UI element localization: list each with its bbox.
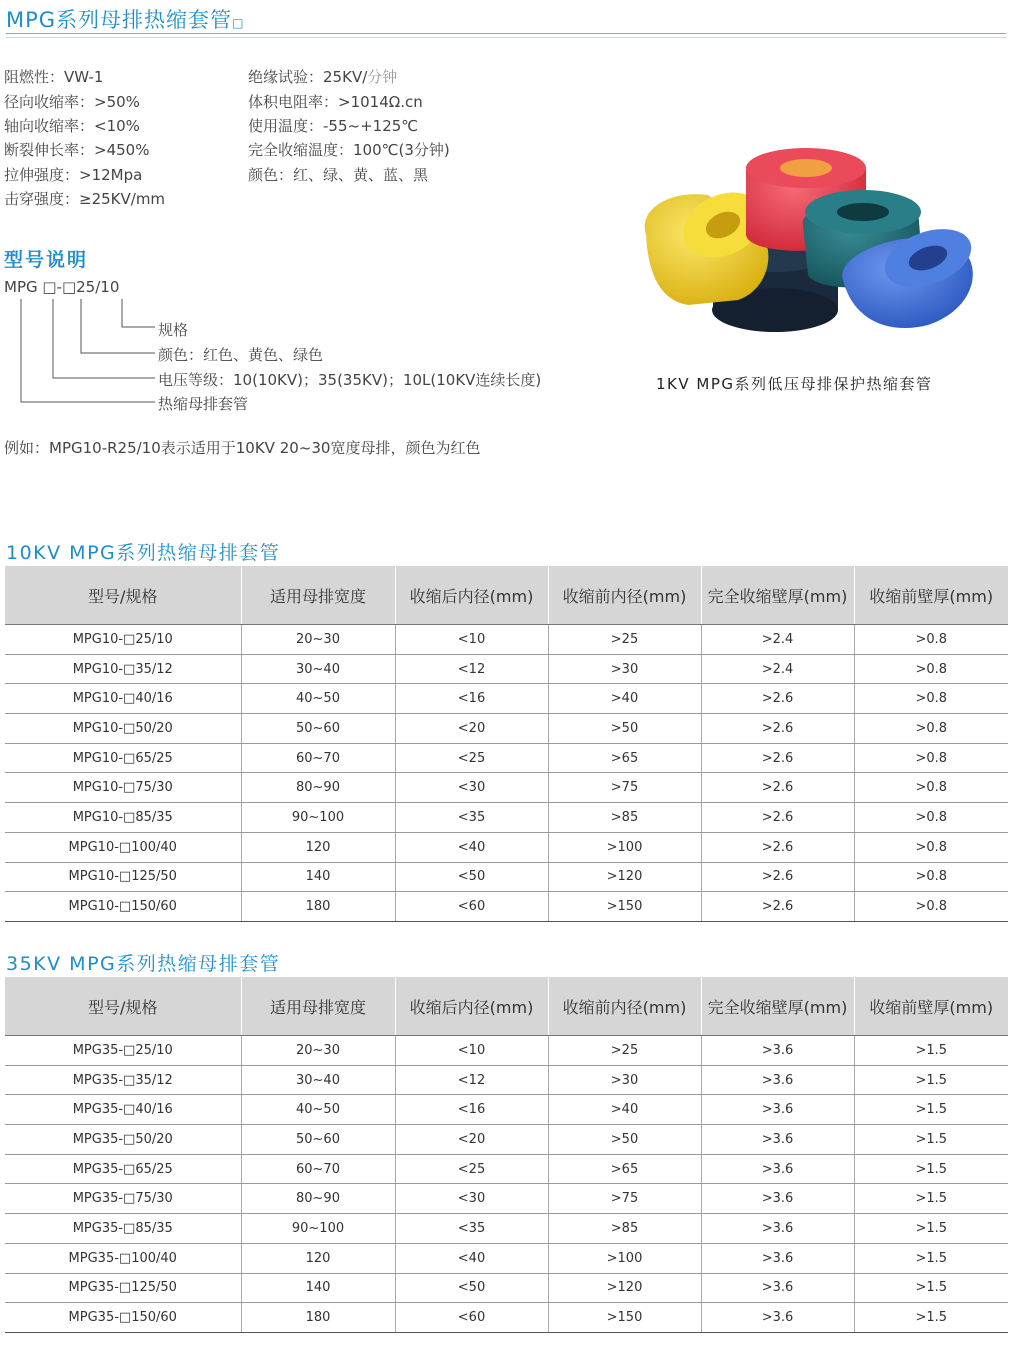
table-cell: >2.6 [701,803,854,833]
table-row [5,1095,1008,1125]
table-cell: >30 [548,654,701,684]
table-row [5,1184,1008,1214]
legend-voltage: 电压等级：10(10KV)；35(35KV)；10L(10KV连续长度) [158,371,542,389]
table-cell: >2.4 [701,654,854,684]
table-cell: MPG35-□35/12 [5,1065,241,1095]
table-cell: >3.6 [701,1125,854,1155]
table-cell: >2.6 [701,743,854,773]
column-header: 收缩前壁厚(mm) [854,566,1008,625]
table-cell: <50 [395,862,548,892]
table-cell: >2.6 [701,684,854,714]
prop-right-4: 颜色：红、绿、黄、蓝、黑 [248,166,429,184]
column-header: 完全收缩壁厚(mm) [701,977,854,1036]
table-cell: >1.5 [854,1154,1008,1184]
table-cell: MPG35-□40/16 [5,1095,241,1125]
table-cell: MPG35-□85/35 [5,1214,241,1244]
table-cell: >3.6 [701,1095,854,1125]
column-header: 收缩后内径(mm) [395,566,548,625]
table-cell: <25 [395,743,548,773]
table-row [5,832,1008,862]
table-cell: <12 [395,654,548,684]
table-cell: >0.8 [854,832,1008,862]
table-10kv [5,566,1008,922]
table-cell: 140 [241,1273,395,1303]
table-cell: >40 [548,1095,701,1125]
table-row [5,773,1008,803]
title-box-glyph: □ [232,16,245,30]
table-header [5,977,1008,1036]
table-cell: 90~100 [241,803,395,833]
table-row [5,1243,1008,1273]
table-cell: 50~60 [241,714,395,744]
table-35kv [5,977,1008,1333]
table-cell: MPG10-□85/35 [5,803,241,833]
table-cell: <30 [395,773,548,803]
table-row [5,1154,1008,1184]
table-cell: >50 [548,1125,701,1155]
table-cell: <20 [395,1125,548,1155]
table-cell: >85 [548,803,701,833]
table-row [5,684,1008,714]
table-cell: 20~30 [241,625,395,655]
table-cell: 60~70 [241,1154,395,1184]
table-cell: >2.6 [701,892,854,922]
table-cell: <10 [395,625,548,655]
table-cell: >25 [548,1036,701,1066]
table-cell: >2.6 [701,773,854,803]
table-cell: >1.5 [854,1184,1008,1214]
table-cell: >1.5 [854,1065,1008,1095]
table-cell: >0.8 [854,654,1008,684]
table-cell: MPG10-□75/30 [5,773,241,803]
column-header: 收缩后内径(mm) [395,977,548,1036]
table-cell: >0.8 [854,714,1008,744]
prop-left-1: 径向收缩率：>50% [4,93,140,111]
table-cell: >85 [548,1214,701,1244]
prop-right-0: 绝缘试验：25KV/分钟 [248,68,398,86]
table-cell: MPG10-□35/12 [5,654,241,684]
table-cell: >0.8 [854,773,1008,803]
column-header: 收缩前内径(mm) [548,977,701,1036]
table-cell: MPG35-□50/20 [5,1125,241,1155]
table-cell: >2.6 [701,832,854,862]
model-example: 例如：MPG10-R25/10表示适用于10KV 20~30宽度母排，颜色为红色 [4,439,481,457]
table-cell: MPG10-□40/16 [5,684,241,714]
column-header: 适用母排宽度 [241,977,395,1036]
table-cell: <35 [395,1214,548,1244]
table-cell: MPG35-□25/10 [5,1036,241,1066]
table-cell: >1.5 [854,1243,1008,1273]
table-cell: <10 [395,1036,548,1066]
table-row [5,625,1008,655]
table10-title: 10KV MPG系列热缩母排套管 [6,542,281,564]
table-row [5,1036,1008,1066]
table-row [5,1214,1008,1244]
column-header: 型号/规格 [5,977,241,1036]
table-cell: >1.5 [854,1214,1008,1244]
table-cell: <40 [395,1243,548,1273]
photo-caption: 1KV MPG系列低压母排保护热缩套管 [656,375,933,393]
table-cell: >3.6 [701,1184,854,1214]
table-cell: MPG10-□125/50 [5,862,241,892]
table-cell: >0.8 [854,743,1008,773]
legend-color: 颜色：红色、黄色、绿色 [158,346,324,364]
table-cell: >75 [548,1184,701,1214]
table-cell: 40~50 [241,1095,395,1125]
table-cell: 180 [241,1303,395,1333]
page-title-text: MPG系列母排热缩套管 [6,8,233,32]
table-cell: <25 [395,1154,548,1184]
table-cell: >2.4 [701,625,854,655]
column-header: 型号/规格 [5,566,241,625]
table-cell: 30~40 [241,654,395,684]
table-cell: >100 [548,1243,701,1273]
table-cell: 80~90 [241,1184,395,1214]
prop-left-0: 阻燃性：VW-1 [4,68,104,86]
table-cell: 120 [241,832,395,862]
table-cell: >0.8 [854,892,1008,922]
table-cell: MPG35-□65/25 [5,1154,241,1184]
table-cell: >150 [548,1303,701,1333]
table-cell: 140 [241,862,395,892]
table-cell: 80~90 [241,773,395,803]
table-cell: >50 [548,714,701,744]
table-row [5,654,1008,684]
table-cell: 20~30 [241,1036,395,1066]
table-row [5,1303,1008,1333]
table-cell: 120 [241,1243,395,1273]
table-cell: >1.5 [854,1125,1008,1155]
prop-right-2: 使用温度：-55~+125℃ [248,117,419,135]
prop-left-4: 拉伸强度：>12Mpa [4,166,143,184]
table-row [5,1273,1008,1303]
table-cell: MPG10-□65/25 [5,743,241,773]
table-cell: 30~40 [241,1065,395,1095]
table-cell: <12 [395,1065,548,1095]
table-cell: MPG35-□75/30 [5,1184,241,1214]
table-cell: >1.5 [854,1095,1008,1125]
table-cell: <35 [395,803,548,833]
table-cell: 90~100 [241,1214,395,1244]
table-cell: >25 [548,625,701,655]
table-cell: <16 [395,684,548,714]
table-cell: >2.6 [701,862,854,892]
table-cell: >150 [548,892,701,922]
table-cell: 180 [241,892,395,922]
table-cell: >30 [548,1065,701,1095]
table-cell: <30 [395,1184,548,1214]
model-code: MPG □-□25/10 [4,278,120,296]
legend-spec: 规格 [158,321,189,339]
table-header [5,566,1008,625]
table-cell: >3.6 [701,1303,854,1333]
table-cell: <40 [395,832,548,862]
model-tree-lines [0,0,160,410]
table-cell: >3.6 [701,1214,854,1244]
table-cell: MPG10-□50/20 [5,714,241,744]
table-row [5,803,1008,833]
table-cell: >120 [548,862,701,892]
column-header: 适用母排宽度 [241,566,395,625]
prop-left-3: 断裂伸长率：>450% [4,141,150,159]
table-cell: >3.6 [701,1243,854,1273]
table-cell: >3.6 [701,1065,854,1095]
table-cell: MPG35-□150/60 [5,1303,241,1333]
legend-type: 热缩母排套管 [158,395,249,413]
table-cell: <50 [395,1273,548,1303]
product-photo [628,140,988,340]
table35-title: 35KV MPG系列热缩母排套管 [6,953,281,975]
table-cell: >65 [548,743,701,773]
table-cell: >0.8 [854,803,1008,833]
table-cell: >65 [548,1154,701,1184]
table-cell: MPG10-□150/60 [5,892,241,922]
column-header: 收缩前内径(mm) [548,566,701,625]
table-row [5,1125,1008,1155]
table-cell: MPG10-□25/10 [5,625,241,655]
table-cell: 50~60 [241,1125,395,1155]
table-cell: >0.8 [854,862,1008,892]
column-header: 完全收缩壁厚(mm) [701,566,854,625]
table-cell: MPG10-□100/40 [5,832,241,862]
table-row [5,714,1008,744]
model-heading: 型号说明 [4,249,89,271]
table-cell: >40 [548,684,701,714]
table-cell: 60~70 [241,743,395,773]
column-header: 收缩前壁厚(mm) [854,977,1008,1036]
table-cell: 40~50 [241,684,395,714]
table-cell: >75 [548,773,701,803]
table-row [5,892,1008,922]
prop-left-2: 轴向收缩率：<10% [4,117,140,135]
table-cell: <60 [395,892,548,922]
table-cell: >0.8 [854,684,1008,714]
table-cell: >0.8 [854,625,1008,655]
table-cell: MPG35-□100/40 [5,1243,241,1273]
table-cell: >1.5 [854,1303,1008,1333]
table-cell: <60 [395,1303,548,1333]
table-cell: >120 [548,1273,701,1303]
table-cell: MPG35-□125/50 [5,1273,241,1303]
table-row [5,1065,1008,1095]
table-cell: <20 [395,714,548,744]
prop-right-1: 体积电阻率：>1014Ω.cn [248,93,423,111]
table-cell: >3.6 [701,1154,854,1184]
table-row [5,743,1008,773]
prop-left-5: 击穿强度：≥25KV/mm [4,190,166,208]
table-cell: >3.6 [701,1036,854,1066]
prop-right-3: 完全收缩温度：100℃(3分钟) [248,141,450,159]
table-cell: >1.5 [854,1273,1008,1303]
table-cell: >3.6 [701,1273,854,1303]
table-cell: <16 [395,1095,548,1125]
table-cell: >100 [548,832,701,862]
table-cell: >1.5 [854,1036,1008,1066]
table-row [5,862,1008,892]
table-cell: >2.6 [701,714,854,744]
